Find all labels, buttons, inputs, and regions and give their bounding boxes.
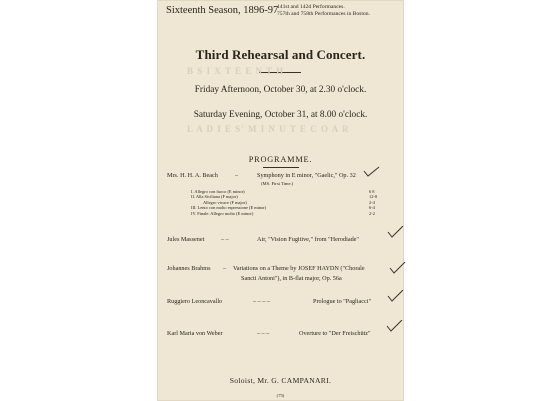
- work-beach: Symphony in E minor, "Gaelic," Op. 32: [257, 172, 356, 179]
- performance-saturday: Saturday Evening, October 31, at 8.00 o'clock.: [193, 110, 368, 120]
- programme-heading: PROGRAMME.: [248, 155, 313, 164]
- bleed-through-text: B S I X T E E N T H: [187, 66, 285, 76]
- program-dashes: –: [235, 172, 239, 179]
- movement-item: I. Allegro con fuoco (E minor) 6 8: [191, 189, 375, 194]
- composer-leoncavallo: Ruggiero Leoncavallo: [167, 298, 223, 305]
- work-brahms-cont: Sancti Antoni"), in B-flat major, Op. 56a: [241, 275, 342, 282]
- composer-beach: Mrs. H. H. A. Beach: [167, 172, 218, 179]
- movement-item: II. Alla Siciliana (F major) 12-8: [191, 194, 378, 200]
- program-dashes: – –: [221, 236, 229, 243]
- program-dashes: – – – –: [253, 298, 271, 305]
- bleed-through-text: L A D I E S' M I N U T E C O A R: [187, 124, 350, 134]
- composer-weber: Karl Maria von Weber: [167, 330, 223, 337]
- program-dashes: – – –: [257, 330, 270, 337]
- movement-item: III. Lento con molto espressione (E minor) 6-4: [191, 205, 375, 211]
- pencil-checkmark-icon: [363, 166, 381, 178]
- pencil-checkmark-icon: [386, 320, 404, 332]
- soloist-line: Soloist, Mr. G. CAMPANARI.: [229, 376, 332, 385]
- work-massenet: Air, "Vision Fugitive," from "Herodiade": [257, 236, 359, 243]
- composer-massenet: Jules Massenet: [167, 236, 205, 243]
- performance-friday: Friday Afternoon, October 30, at 2.30 o'clock.: [194, 85, 367, 95]
- season-header: Sixteenth Season, 1896-97: [166, 5, 279, 16]
- pencil-checkmark-icon: [387, 226, 405, 238]
- work-leoncavallo: Prologue to "Pagliacci": [313, 298, 371, 305]
- programme-rule: [263, 167, 299, 168]
- program-page: [157, 0, 404, 401]
- concert-title: Third Rehearsal and Concert.: [195, 47, 366, 62]
- pencil-checkmark-icon: [389, 262, 407, 274]
- work-note: (MS. First Time.): [261, 181, 294, 186]
- performance-numbers: 141st and 142d Performances. 757th and 758th Performances in Boston.: [277, 4, 370, 17]
- work-weber: Overture to "Der Freischütz": [299, 330, 371, 337]
- movement-item: Allegro vivace (F major) 2-4: [203, 199, 375, 205]
- pencil-checkmark-icon: [387, 290, 405, 302]
- movement-list: [191, 189, 391, 216]
- program-dashes: –: [223, 265, 227, 272]
- work-brahms: Variations on a Theme by JOSEF HAYDN ("Chorale: [233, 265, 365, 272]
- movement-item: IV. Finale: Allegro molto (E minor) 2-2: [191, 210, 375, 216]
- page-number: (75): [276, 393, 285, 398]
- composer-brahms: Johannes Brahms: [167, 265, 211, 272]
